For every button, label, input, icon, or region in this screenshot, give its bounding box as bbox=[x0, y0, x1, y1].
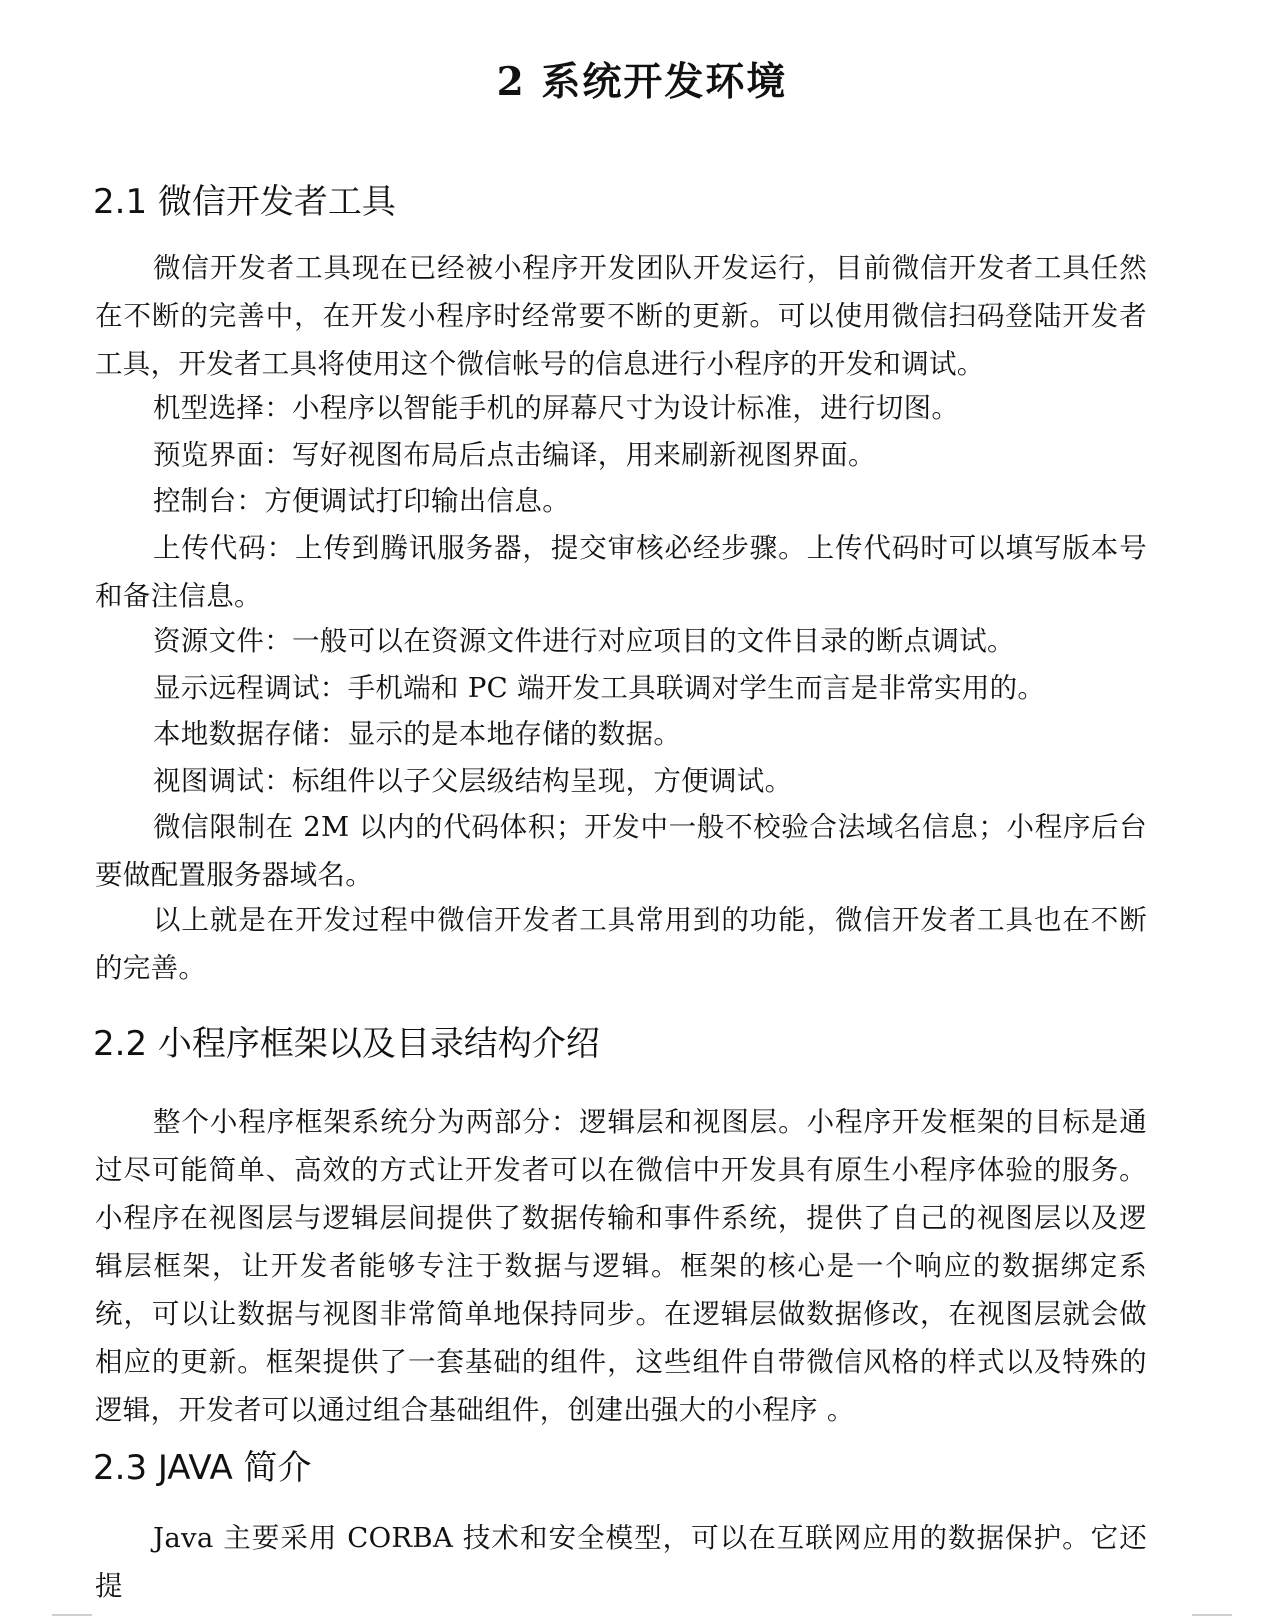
paragraph: 机型选择：小程序以智能手机的屏幕尺寸为设计标准，进行切图。 bbox=[153, 392, 960, 424]
chapter-title: 2 系统开发环境 bbox=[496, 59, 788, 105]
paragraph: 控制台：方便调试打印输出信息。 bbox=[153, 485, 570, 517]
section-title-2-3: 2.3 JAVA 简介 bbox=[93, 1448, 312, 1488]
paragraph: 上传代码：上传到腾讯服务器，提交审核必经步骤。上传代码时可以填写版本号和备注信息。 bbox=[95, 532, 1147, 612]
section-title-2-2: 2.2 小程序框架以及目录结构介绍 bbox=[93, 1024, 600, 1064]
paragraph: 微信限制在 2M 以内的代码体积；开发中一般不校验合法域名信息；小程序后台要做配置服务器域名。 bbox=[95, 811, 1147, 891]
paragraph: 以上就是在开发过程中微信开发者工具常用到的功能，微信开发者工具也在不断的完善。 bbox=[95, 904, 1147, 984]
section-title-2-1: 2.1 微信开发者工具 bbox=[93, 182, 396, 222]
paragraph: 微信开发者工具现在已经被小程序开发团队开发运行，目前微信开发者工具任然在不断的完善中，在开发小程序时经常要不断的更新。可以使用微信扫码登陆开发者工具，开发者工具将使用这个微信帐号的信息进行小程序的开发和调试。 bbox=[95, 252, 1147, 380]
paragraph: 显示远程调试：手机端和 PC 端开发工具联调对学生而言是非常实用的。 bbox=[153, 672, 1046, 704]
paragraph: 整个小程序框架系统分为两部分：逻辑层和视图层。小程序开发框架的目标是通过尽可能简单、高效的方式让开发者可以在微信中开发具有原生小程序体验的服务。小程序在视图层与逻辑层间提供了数据传输和事件系统，提供了自己的视图层以及逻辑层框架，让开发者能够专注于数据与逻辑。框架的核心是一个响应的数据绑定系统，可以让数据与视图非常简单地保持同步。在逻辑层做数据修改，在视图层就会做相应的更新。框架提供了一套基础的组件，这些组件自带微信风格的样式以及特殊的逻辑，开发者可以通过组合基础组件，创建出强大的小程序 。 bbox=[95, 1106, 1147, 1426]
paragraph: 资源文件：一般可以在资源文件进行对应项目的文件目录的断点调试。 bbox=[153, 625, 1015, 657]
paragraph: 视图调试：标组件以子父层级结构呈现，方便调试。 bbox=[153, 765, 793, 797]
paragraph: 预览界面：写好视图布局后点击编译，用来刷新视图界面。 bbox=[153, 439, 876, 471]
paragraph: 本地数据存储：显示的是本地存储的数据。 bbox=[153, 718, 682, 750]
paragraph: Java 主要采用 CORBA 技术和安全模型，可以在互联网应用的数据保护。它还提 bbox=[95, 1522, 1147, 1602]
